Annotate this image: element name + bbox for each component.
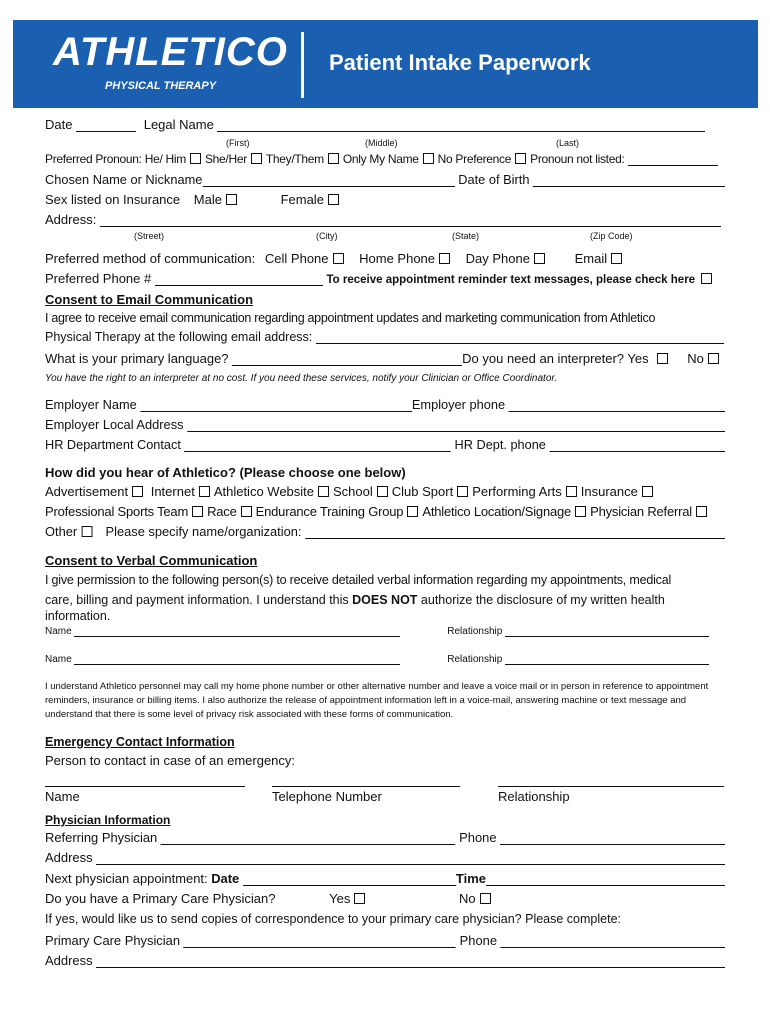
row-verbal-name-1 bbox=[45, 624, 709, 637]
hear-option-label: Performing Arts bbox=[472, 484, 562, 499]
checkbox-he-him[interactable] bbox=[190, 153, 201, 164]
relationship-label: Relationship bbox=[447, 626, 503, 637]
row-sex bbox=[45, 192, 343, 207]
row-hear-1 bbox=[45, 484, 657, 499]
page-title: Patient Intake Paperwork bbox=[329, 50, 591, 75]
dob-field[interactable] bbox=[533, 174, 725, 187]
interpreter-label: Do you need an interpreter? Yes bbox=[462, 351, 649, 366]
employer-address-field[interactable] bbox=[187, 419, 725, 432]
address-label: Address bbox=[45, 953, 93, 968]
checkbox-other[interactable] bbox=[81, 526, 92, 537]
middle-caption: (Middle) bbox=[365, 138, 398, 148]
phone-label: Phone bbox=[459, 830, 497, 845]
checkbox-only-my-name[interactable] bbox=[423, 153, 434, 164]
consent-email-text: I agree to receive email communication regarding appointment updates and marketing communication from Athletico bbox=[45, 311, 656, 325]
checkbox-home-phone[interactable] bbox=[439, 253, 450, 264]
checkbox-pcp-yes[interactable] bbox=[354, 893, 365, 904]
reminder-text: To receive appointment reminder text messages, please check here bbox=[326, 274, 696, 286]
row-address bbox=[45, 212, 721, 227]
pcp-address-field[interactable] bbox=[96, 955, 725, 968]
logo-subtitle: PHYSICAL THERAPY bbox=[105, 80, 217, 92]
street-caption: (Street) bbox=[134, 231, 165, 241]
checkbox-physician-referral[interactable] bbox=[696, 506, 707, 517]
hr-label: HR Department Contact bbox=[45, 437, 181, 452]
employer-phone-label: Employer phone bbox=[411, 397, 506, 412]
pronoun-option-label: Pronoun not listed: bbox=[530, 152, 625, 166]
row-next-appt bbox=[45, 871, 725, 886]
phone-label: Phone bbox=[459, 933, 498, 948]
pref-phone-label: Preferred Phone # bbox=[45, 271, 152, 286]
date-field[interactable] bbox=[76, 119, 136, 132]
hr-contact-field[interactable] bbox=[184, 439, 451, 452]
hear-title: How did you hear of Athletico? (Please choose one below) bbox=[45, 465, 406, 480]
row-email-address bbox=[45, 330, 724, 344]
emergency-phone-field[interactable] bbox=[272, 774, 460, 787]
chosen-name-label: Chosen Name or Nickname bbox=[45, 172, 203, 187]
verbal-text-2 bbox=[45, 593, 665, 607]
checkbox-she-her[interactable] bbox=[251, 153, 262, 164]
time-label: Time bbox=[455, 871, 486, 886]
verbal-text-2a: care, billing and payment information. I understand this bbox=[45, 593, 349, 607]
male-label: Male bbox=[193, 192, 222, 207]
pcp-field[interactable] bbox=[184, 935, 456, 948]
verbal-relationship-field-2[interactable] bbox=[505, 652, 709, 665]
emergency-relationship-field[interactable] bbox=[498, 774, 724, 787]
specify-field[interactable] bbox=[305, 526, 725, 539]
legal-name-field[interactable] bbox=[217, 119, 705, 132]
dob-label: Date of Birth bbox=[458, 172, 530, 187]
name-label: Name bbox=[45, 626, 72, 637]
chosen-name-field[interactable] bbox=[202, 174, 454, 187]
email-label: Email bbox=[574, 251, 608, 266]
name-label: Name bbox=[45, 654, 72, 665]
row-pcp-question bbox=[45, 891, 495, 906]
checkbox-race[interactable] bbox=[241, 506, 252, 517]
checkbox-email[interactable] bbox=[611, 253, 622, 264]
language-label: What is your primary language? bbox=[45, 351, 229, 366]
row-pronoun bbox=[45, 152, 718, 166]
next-appt-label: Next physician appointment: bbox=[45, 871, 208, 886]
specify-label: Please specify name/organization: bbox=[105, 524, 302, 539]
emergency-name-label: Name bbox=[45, 789, 80, 804]
pcp-phone-field[interactable] bbox=[501, 935, 726, 948]
address-label: Address: bbox=[45, 212, 97, 227]
pcp-question: Do you have a Primary Care Physician? bbox=[45, 891, 276, 906]
emergency-title: Emergency Contact Information bbox=[45, 735, 235, 749]
employer-address-label: Employer Local Address bbox=[45, 417, 184, 432]
pronoun-option-label: Only My Name bbox=[342, 152, 419, 166]
verbal-title: Consent to Verbal Communication bbox=[45, 553, 258, 568]
checkbox-club-sport[interactable] bbox=[457, 486, 468, 497]
email-address-field[interactable] bbox=[316, 331, 724, 344]
hear-option-label: Race bbox=[207, 504, 237, 519]
pronoun-not-listed-field[interactable] bbox=[628, 153, 718, 166]
checkbox-interpreter-yes[interactable] bbox=[657, 353, 668, 364]
emergency-subtitle: Person to contact in case of an emergency: bbox=[45, 753, 296, 768]
interpreter-no-label: No bbox=[687, 351, 704, 366]
hear-option-label: Athletico Location/Signage bbox=[422, 504, 572, 519]
checkbox-school[interactable] bbox=[377, 486, 388, 497]
verbal-relationship-field-1[interactable] bbox=[505, 624, 709, 637]
consent-email-text-2: Physical Therapy at the following email address: bbox=[45, 330, 313, 344]
other-label: Other bbox=[45, 524, 78, 539]
next-appt-time-field[interactable] bbox=[486, 873, 725, 886]
first-caption: (First) bbox=[226, 138, 250, 148]
checkbox-location-signage[interactable] bbox=[575, 506, 586, 517]
day-phone-label: Day Phone bbox=[465, 251, 530, 266]
verbal-name-field-1[interactable] bbox=[74, 624, 400, 637]
comm-method-label: Preferred method of communication: bbox=[45, 251, 256, 266]
row-employer-address bbox=[45, 417, 725, 432]
row-pcp bbox=[45, 933, 725, 948]
last-caption: (Last) bbox=[556, 138, 580, 148]
pref-phone-field[interactable] bbox=[155, 273, 323, 286]
address-field[interactable] bbox=[100, 214, 721, 227]
language-field[interactable] bbox=[232, 353, 462, 366]
hear-option-label: Endurance Training Group bbox=[255, 504, 404, 519]
checkbox-they-them[interactable] bbox=[328, 153, 339, 164]
checkbox-day-phone[interactable] bbox=[534, 253, 545, 264]
checkbox-pcp-no[interactable] bbox=[480, 893, 491, 904]
verbal-text-3: information. bbox=[45, 609, 111, 623]
cell-phone-label: Cell Phone bbox=[264, 251, 329, 266]
checkbox-insurance[interactable] bbox=[642, 486, 653, 497]
checkbox-female[interactable] bbox=[328, 194, 339, 205]
row-referring bbox=[45, 830, 725, 845]
hear-option-label: Insurance bbox=[580, 484, 638, 499]
emergency-phone-label: Telephone Number bbox=[272, 789, 382, 804]
home-phone-label: Home Phone bbox=[359, 251, 436, 266]
address-label: Address bbox=[45, 850, 93, 865]
checkbox-pro-sports[interactable] bbox=[192, 506, 203, 517]
emergency-name-field[interactable] bbox=[45, 774, 245, 787]
verbal-name-field-2[interactable] bbox=[74, 652, 400, 665]
checkbox-endurance[interactable] bbox=[407, 506, 418, 517]
row-ref-address bbox=[45, 850, 725, 865]
hear-option-label: Advertisement bbox=[45, 484, 129, 499]
athletico-logo: ATHLETICO bbox=[53, 30, 288, 74]
header-banner bbox=[13, 20, 758, 108]
hear-option-label: Professional Sports Team bbox=[45, 504, 189, 519]
pronoun-option-label: No Preference bbox=[437, 152, 512, 166]
row-other bbox=[45, 524, 725, 539]
row-hr bbox=[45, 437, 725, 452]
checkbox-no-preference[interactable] bbox=[515, 153, 526, 164]
row-verbal-name-2 bbox=[45, 652, 709, 665]
hear-option-label: Athletico Website bbox=[213, 484, 315, 499]
checkbox-internet[interactable] bbox=[199, 486, 210, 497]
checkbox-male[interactable] bbox=[226, 194, 237, 205]
employer-phone-field[interactable] bbox=[509, 399, 725, 412]
referring-field[interactable] bbox=[161, 832, 456, 845]
pronoun-option-label: She/Her bbox=[204, 152, 247, 166]
date-label: Date bbox=[211, 871, 240, 886]
does-not-text: DOES NOT bbox=[352, 593, 418, 607]
row-language bbox=[45, 351, 723, 366]
checkbox-reminder[interactable] bbox=[701, 273, 712, 284]
physician-title: Physician Information bbox=[45, 813, 171, 827]
checkbox-performing-arts[interactable] bbox=[566, 486, 577, 497]
female-label: Female bbox=[280, 192, 324, 207]
interpreter-note: You have the right to an interpreter at no cost. If you need these services, notify your Clinician or Office Coordinator. bbox=[45, 373, 558, 384]
checkbox-cell-phone[interactable] bbox=[333, 253, 344, 264]
checkbox-athletico-website[interactable] bbox=[318, 486, 329, 497]
row-chosen-name bbox=[45, 172, 725, 187]
relationship-label: Relationship bbox=[447, 654, 503, 665]
hear-option-label: Internet bbox=[150, 484, 195, 499]
row-hear-2 bbox=[45, 504, 711, 519]
no-label: No bbox=[458, 891, 476, 906]
city-caption: (City) bbox=[316, 231, 338, 241]
pronoun-label: Preferred Pronoun: bbox=[45, 152, 142, 166]
sex-label: Sex listed on Insurance bbox=[45, 192, 181, 207]
row-pref-phone bbox=[45, 271, 716, 286]
row-comm-method bbox=[45, 251, 626, 266]
referring-phone-field[interactable] bbox=[500, 832, 725, 845]
checkbox-interpreter-no[interactable] bbox=[708, 353, 719, 364]
pronoun-option-label: He/ Him bbox=[144, 152, 186, 166]
referring-label: Referring Physician bbox=[45, 830, 158, 845]
verbal-text-1: I give permission to the following person(s) to receive detailed verbal information regarding my appointments, medical bbox=[45, 573, 672, 587]
pronoun-option-label: They/Them bbox=[265, 152, 324, 166]
consent-email-title: Consent to Email Communication bbox=[45, 292, 254, 307]
understand-text: I understand Athletico personnel may call my home phone number or other alternative number and leave a voice mail or in person in reference to appointment reminders, insurance or billing items. I also authorize the release of appointment information left in a voice-mail, answering machine or text message and understand that there is some level of privacy risk associated with these forms of communication. bbox=[45, 681, 709, 720]
yes-label: Yes bbox=[329, 891, 351, 906]
row-pcp-address bbox=[45, 953, 725, 968]
hear-option-label: Club Sport bbox=[391, 484, 454, 499]
state-caption: (State) bbox=[452, 231, 480, 241]
referring-address-field[interactable] bbox=[96, 852, 725, 865]
employer-label: Employer Name bbox=[45, 397, 137, 412]
row-employer bbox=[45, 397, 725, 412]
hear-option-label: Physician Referral bbox=[590, 504, 692, 519]
copies-text: If yes, would like us to send copies of correspondence to your primary care physician? Please complete: bbox=[45, 912, 621, 926]
verbal-text-2c: authorize the disclosure of my written health bbox=[420, 593, 665, 607]
hr-phone-field[interactable] bbox=[549, 439, 724, 452]
pcp-label: Primary Care Physician bbox=[45, 933, 181, 948]
divider bbox=[301, 32, 304, 98]
row-date-name bbox=[45, 117, 705, 132]
hr-phone-label: HR Dept. phone bbox=[454, 437, 546, 452]
employer-field[interactable] bbox=[140, 399, 412, 412]
next-appt-date-field[interactable] bbox=[243, 873, 456, 886]
checkbox-advertisement[interactable] bbox=[132, 486, 143, 497]
zip-caption: (Zip Code) bbox=[590, 231, 633, 241]
emergency-relationship-label: Relationship bbox=[498, 789, 570, 804]
hear-option-label: School bbox=[333, 484, 373, 499]
date-label: Date bbox=[45, 117, 73, 132]
legal-name-label: Legal Name bbox=[143, 117, 214, 132]
